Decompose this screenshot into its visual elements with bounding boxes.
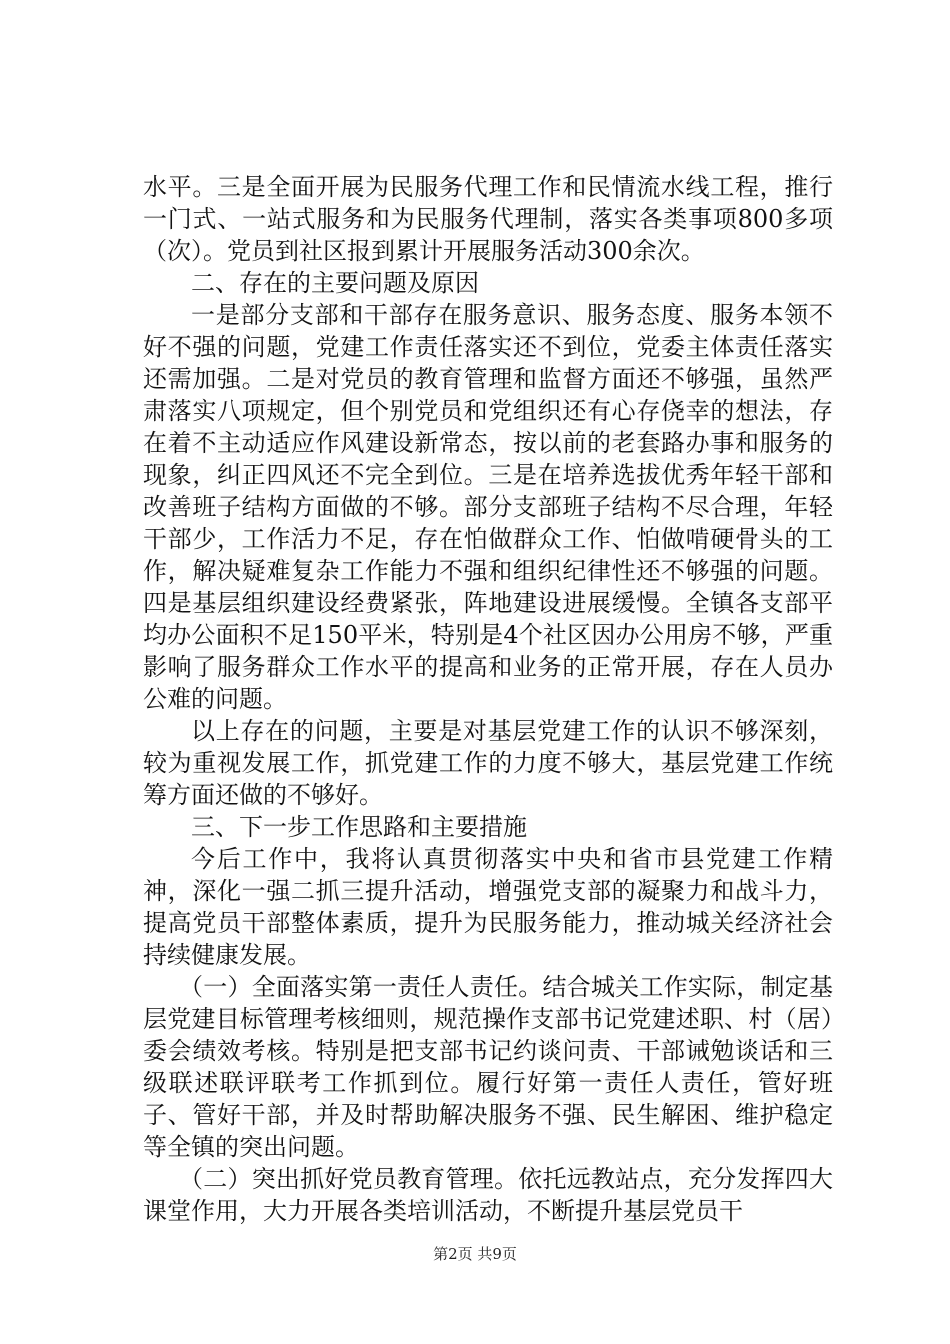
page-number-footer: 第2页 共9页 (433, 1245, 517, 1263)
section-heading-2: 二、存在的主要问题及原因 (191, 269, 479, 297)
paragraph-measure-2: （二）突出抓好党员教育管理。依托远教站点，充分发挥四大课堂作用，大力开展各类培训活动，不断提升基层党员干 (143, 1165, 833, 1225)
section-heading-3: 三、下一步工作思路和主要措施 (191, 813, 527, 841)
paragraph-problems: 一是部分支部和干部存在服务意识、服务态度、服务本领不好不强的问题，党建工作责任落实还不到位，党委主体责任落实还需加强。二是对党员的教育管理和监督方面还不够强，虽然严肃落实八项规定，但个别党员和党组织还有心存侥幸的想法，存在着不主动适应作风建设新常态，按以前的老套路办事和服务的现象，纠正四风还不完全到位。三是在培养选拔优秀年轻干部和改善班子结构方面做的不够。部分支部班子结构不尽合理，年轻干部少，工作活力不足，存在怕做群众工作、怕做啃硬骨头的工作，解决疑难复杂工作能力不强和组织纪律性还不够强的问题。四是基层组织建设经费紧张，阵地建设进展缓慢。全镇各支部平均办公面积不足150平米，特别是4个社区因办公用房不够，严重影响了服务群众工作水平的提高和业务的正常开展，存在人员办公难的问题。 (143, 301, 833, 713)
document-body (143, 171, 833, 1227)
paragraph-continuation: 水平。三是全面开展为民服务代理工作和民情流水线工程，推行一门式、一站式服务和为民服务代理制，落实各类事项800多项（次）。党员到社区报到累计开展服务活动300余次。 (143, 173, 833, 265)
paragraph-measure-1: （一）全面落实第一责任人责任。结合城关工作实际，制定基层党建目标管理考核细则，规范操作支部书记党建述职、村（居）委会绩效考核。特别是把支部书记约谈问责、干部诫勉谈话和三级联述联评联考工作抓到位。履行好第一责任人责任，管好班子、管好干部，并及时帮助解决服务不强、民生解困、维护稳定等全镇的突出问题。 (143, 973, 833, 1161)
paragraph-causes: 以上存在的问题，主要是对基层党建工作的认识不够深刻，较为重视发展工作，抓党建工作的力度不够大，基层党建工作统筹方面还做的不够好。 (143, 717, 833, 809)
paragraph-plan-intro: 今后工作中，我将认真贯彻落实中央和省市县党建工作精神，深化一强二抓三提升活动，增强党支部的凝聚力和战斗力，提高党员干部整体素质，提升为民服务能力，推动城关经济社会持续健康发展。 (143, 845, 833, 969)
